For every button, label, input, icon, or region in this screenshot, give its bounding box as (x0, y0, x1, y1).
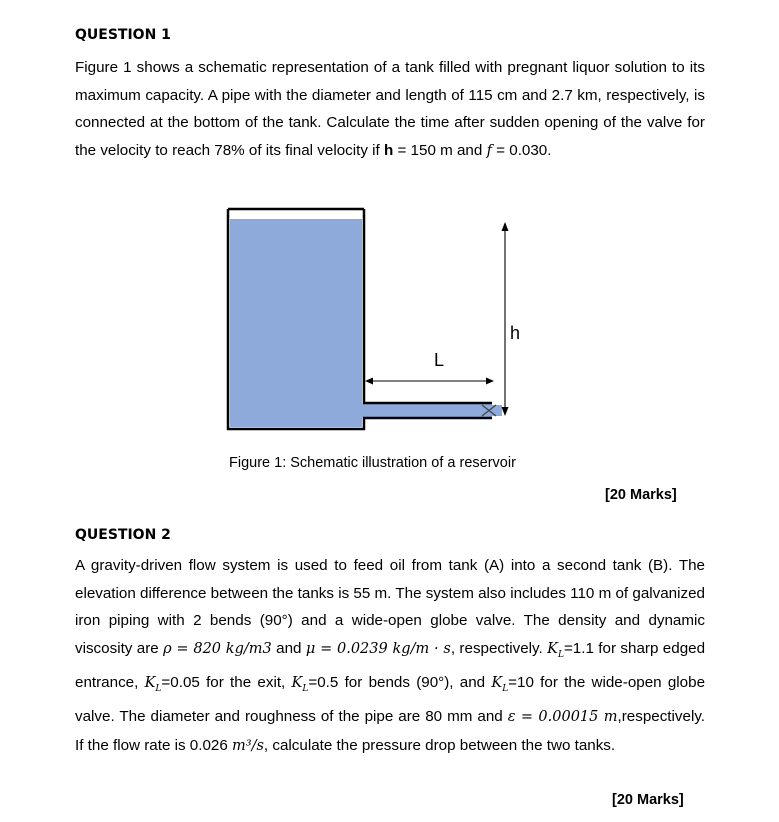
q2-text-9: , calculate the pressure drop between the two tanks. (263, 736, 616, 754)
friction-factor-symbol: f (486, 142, 492, 159)
q2-text-5: =0.05 for the exit, (161, 673, 292, 691)
question-2-text (75, 552, 705, 760)
tank-liquid (230, 219, 362, 427)
question-2-heading: QUESTION 2 (75, 527, 171, 543)
loss-coefficient-1: $K_L$ (547, 640, 564, 660)
question-1-text-part-b: = 150 m and (393, 141, 487, 159)
question-1-heading: QUESTION 1 (75, 27, 171, 43)
height-arrow-bottom (502, 407, 509, 416)
height-label: h (510, 323, 521, 343)
length-arrow-left (365, 378, 373, 385)
length-arrow-right (486, 378, 494, 385)
q2-text-3: , respectively. (450, 639, 548, 657)
density-expression: ρ = 820 kg/m3 (163, 640, 272, 657)
q2-text-2: and (271, 639, 306, 657)
roughness-expression: ε = 0.00015 m (507, 709, 618, 726)
question-1-text-part-c: = 0.030. (491, 141, 552, 159)
question-1-marks: [20 Marks] (605, 487, 677, 503)
q2-text-4: =1.1 for sharp edged entrance, (75, 639, 706, 691)
pipe-liquid (362, 404, 492, 417)
loss-coefficient-4: $K_L$ (491, 674, 509, 694)
flow-rate-unit: m³/s (232, 737, 264, 754)
figure-1-caption: Figure 1: Schematic illustration of a reservoir (229, 455, 516, 471)
q2-text-8: ,respectively. If the flow rate is 0.026 (75, 708, 705, 754)
q2-text-7: =10 for the wide-open globe valve. The diameter and roughness of the pipe are 80 mm and (75, 673, 706, 726)
q2-text-1: A gravity-driven flow system is used to feed oil from tank (A) into a second tank (B). The elevation difference between the tanks is 55 m. The system also includes 110 m of galvanized iron piping with 2 bends (90°) and a wide-open globe valve. The density and dynamic viscosity are (75, 557, 705, 657)
loss-coefficient-3: $K_L$ (291, 674, 309, 694)
height-symbol: h (383, 141, 394, 159)
viscosity-expression: μ = 0.0239 kg/m · s (305, 640, 451, 657)
question-1-text-part-a: Figure 1 shows a schematic representation of a tank filled with pregnant liquor solution to its maximum capacity. A pipe with the diameter and length of 115 cm and 2.7 km, respectively, is connected at the bottom of the tank. Calculate the time after sudden opening of the valve for the velocity to reach 78% of its final velocity if (75, 59, 705, 159)
q2-text-6: =0.5 for bends (90°), and (308, 673, 492, 691)
height-arrow-top (502, 222, 509, 231)
question-2-marks: [20 Marks] (612, 792, 684, 808)
tank-wall-right (364, 209, 492, 403)
length-label: L (434, 350, 445, 370)
loss-coefficient-2: $K_L$ (144, 674, 162, 694)
